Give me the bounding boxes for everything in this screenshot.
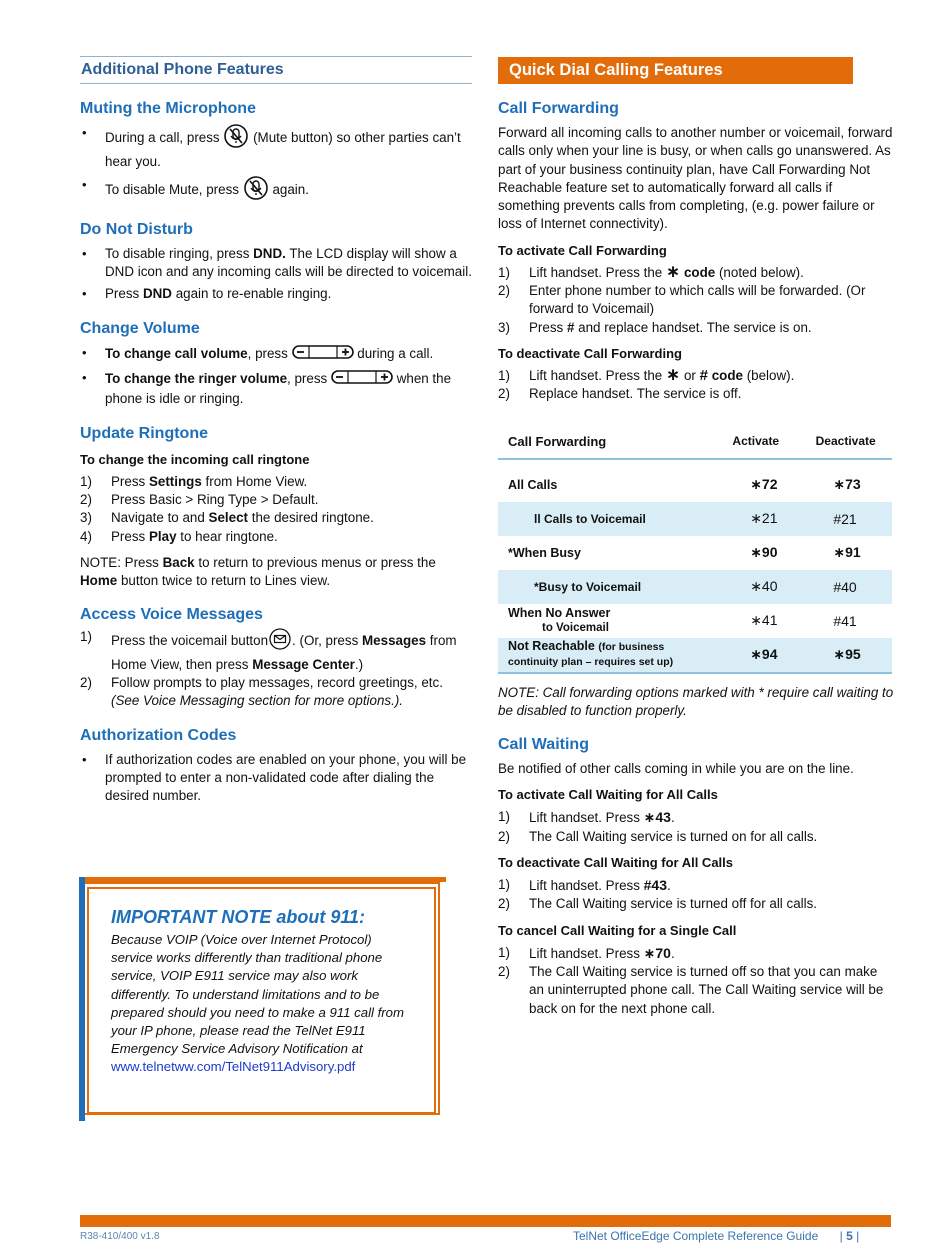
text: .) xyxy=(354,656,364,672)
activate-code: ∗94 xyxy=(712,638,799,673)
list-item xyxy=(80,528,472,546)
dnd-list xyxy=(80,245,472,304)
step-number: 1) xyxy=(498,877,510,893)
hash-key-icon: # xyxy=(699,366,708,384)
key-label: Settings xyxy=(148,473,202,489)
volume-key-icon xyxy=(292,344,354,365)
text: (noted below). xyxy=(718,264,804,280)
list-item xyxy=(80,369,472,409)
feature-line: to Voicemail xyxy=(542,621,609,634)
text: Navigate to and xyxy=(111,510,205,526)
heading-ringtone: Update Ringtone xyxy=(80,424,208,442)
table-row xyxy=(498,536,892,570)
key-label: # xyxy=(566,319,575,335)
activate-forwarding-steps xyxy=(498,261,894,337)
list-item xyxy=(80,124,472,172)
key-label: Back xyxy=(162,554,195,570)
list-item xyxy=(498,261,894,282)
forwarding-intro: Forward all incoming calls to another number or voicemail, forward calls only when your line is busy, or when calls go unanswered. As part of your business continuity plan, have Call Forwarding Not Reachable feature set to automatically forward all calls if something prevents calls from completing, (e.g. power failure or loss of Internet connectivity). xyxy=(498,125,893,232)
key-label: Play xyxy=(148,528,177,544)
subheading-activate-waiting: To activate Call Waiting for All Calls xyxy=(498,787,718,803)
feature-cell xyxy=(498,604,712,638)
key-label: Select xyxy=(208,510,248,526)
step-number: 3) xyxy=(498,319,510,335)
text: , press xyxy=(287,371,328,387)
text: Because VOIP (Voice over Internet Protocol) service works differently than traditional phone service, VOIP E911 service may also work differently. To understand limitations and to be prepared should you need to make a 911 call from your IP phone, please read the TelNet E911 Emergency Service Advisory Notification at xyxy=(111,932,404,1057)
text: again. xyxy=(272,181,309,197)
text: Lift handset. Press xyxy=(529,878,640,894)
text: Press Basic > Ring Type > Default. xyxy=(111,491,319,507)
step-number: 2) xyxy=(498,828,510,844)
text: The Call Waiting service is turned on for all calls. xyxy=(529,828,818,844)
important-911-notice xyxy=(79,877,446,1121)
step-number: 2) xyxy=(80,675,92,691)
step-number: 2) xyxy=(498,386,510,402)
table-spacer xyxy=(498,459,892,468)
deactivate-forwarding-steps xyxy=(498,364,894,404)
text: Press xyxy=(111,473,146,489)
column-header: Activate xyxy=(712,426,799,459)
voice-steps xyxy=(80,628,472,710)
text: . xyxy=(670,810,675,826)
list-item xyxy=(498,282,894,319)
text: from Home View. xyxy=(205,473,308,489)
text: Press xyxy=(111,528,146,544)
text: To disable Mute, press xyxy=(105,181,239,197)
list-item xyxy=(498,319,894,337)
text: Not Reachable xyxy=(508,639,595,654)
text: . xyxy=(670,945,675,961)
activate-code: ∗41 xyxy=(750,612,778,629)
star-key-icon: ∗ xyxy=(665,364,681,384)
text: To change call volume xyxy=(105,345,248,361)
dial-code: ∗43 xyxy=(643,809,671,826)
activate-waiting-steps xyxy=(498,808,894,846)
text: again to re-enable ringing. xyxy=(175,286,332,302)
text: NOTE: Press xyxy=(80,554,159,570)
text: . xyxy=(667,878,671,894)
text: the desired ringtone. xyxy=(251,510,374,526)
activate-code: ∗40 xyxy=(712,570,799,604)
feature-line: continuity plan – requires set up) xyxy=(508,656,674,669)
text: (See Voice Messaging section for more options.). xyxy=(111,693,404,709)
step-number: 1) xyxy=(80,473,92,489)
text: Replace handset. The service is off. xyxy=(529,386,742,402)
text: | xyxy=(839,1229,843,1243)
ringtone-steps xyxy=(80,473,472,546)
auth-list xyxy=(80,751,472,806)
list-item xyxy=(80,344,472,365)
text: | xyxy=(856,1229,860,1243)
text: The Call Waiting service is turned off for all calls. xyxy=(529,896,818,912)
feature-cell: All Calls xyxy=(508,477,558,492)
feature-cell xyxy=(498,638,712,673)
activate-code: ∗72 xyxy=(750,476,778,493)
text: code xyxy=(711,367,743,383)
text: To disable ringing, press xyxy=(105,245,250,261)
deactivate-code: ∗91 xyxy=(833,544,861,561)
muting-list xyxy=(80,124,472,205)
column-header: Call Forwarding xyxy=(498,426,712,459)
step-number: 2) xyxy=(80,491,92,507)
deactivate-code: ∗73 xyxy=(833,476,861,493)
voicemail-icon xyxy=(268,628,292,655)
list-item xyxy=(80,509,472,527)
deactivate-code: #21 xyxy=(799,502,892,536)
list-item xyxy=(498,895,894,913)
list-item xyxy=(498,385,894,403)
guide-name: TelNet OfficeEdge Complete Reference Guide xyxy=(573,1229,819,1243)
step-number: 4) xyxy=(80,528,92,544)
text: Lift handset. Press the xyxy=(529,367,663,383)
table-row xyxy=(498,570,892,604)
call-forwarding-table xyxy=(498,426,892,674)
text: button twice to return to Lines view. xyxy=(120,573,331,589)
step-number: 3) xyxy=(80,510,92,526)
text: or xyxy=(683,367,696,383)
step-number: 1) xyxy=(498,367,510,383)
footer-doc-id: R38-410/400 v1.8 xyxy=(80,1231,160,1242)
star-key-icon: ∗ xyxy=(665,261,681,281)
table-header-row xyxy=(498,426,892,459)
section-header-additional-features: Additional Phone Features xyxy=(80,56,472,84)
text: Press the voicemail button xyxy=(111,633,269,649)
list-item xyxy=(80,628,472,674)
heading-call-forwarding: Call Forwarding xyxy=(498,100,619,117)
list-item xyxy=(80,473,472,491)
volume-list xyxy=(80,344,472,409)
step-number: 1) xyxy=(498,809,510,825)
heading-dnd: Do Not Disturb xyxy=(80,220,193,238)
list-item xyxy=(80,245,472,282)
list-item xyxy=(80,674,472,711)
step-number: 2) xyxy=(498,963,510,979)
list-item: • If authorization codes are enabled on your phone, you will be prompted to enter a non-validated code after dialing the desired number. xyxy=(80,751,472,806)
spacer-cell xyxy=(498,459,892,468)
subheading-cancel-waiting: To cancel Call Waiting for a Single Call xyxy=(498,922,737,938)
mute-icon xyxy=(243,176,269,205)
text: The Call Waiting service is turned off so that you can make an uninterrupted phone call. The Call Waiting service will be back on for the next phone call. xyxy=(529,963,884,1016)
dial-code: #43 xyxy=(643,877,667,894)
waiting-intro: Be notified of other calls coming in while you are on the line. xyxy=(498,761,854,777)
text: and replace handset. The service is on. xyxy=(578,319,812,335)
text: . (Or, press xyxy=(292,633,359,649)
text: Enter phone number to which calls will be forwarded. (Or forward to Voicemail) xyxy=(529,283,866,317)
text: to return to previous menus or press the xyxy=(198,554,436,570)
text: from Home View, then press xyxy=(111,633,457,672)
list-item xyxy=(498,963,894,1018)
activate-code: ∗90 xyxy=(750,544,778,561)
list-item xyxy=(498,828,894,846)
text: to hear ringtone. xyxy=(180,528,278,544)
notice-body xyxy=(111,931,410,1077)
notice-heading: IMPORTANT NOTE about 911: xyxy=(111,907,366,927)
step-number: 2) xyxy=(498,896,510,912)
text: (below). xyxy=(746,367,795,383)
deactivate-code: #41 xyxy=(833,612,857,629)
text: (Mute button) so other parties can’t hear you. xyxy=(105,130,461,170)
text: Follow prompts to play messages, record greetings, etc. xyxy=(111,675,443,691)
text: Lift handset. Press the xyxy=(529,264,663,280)
subheading-deactivate-forwarding: To deactivate Call Forwarding xyxy=(498,345,682,361)
advisory-link[interactable]: www.telnetww.com/TelNet911Advisory.pdf xyxy=(111,1059,356,1075)
dial-code: ∗70 xyxy=(643,944,671,961)
text: , press xyxy=(247,345,288,361)
heading-authorization: Authorization Codes xyxy=(80,726,237,744)
feature-cell: *When Busy xyxy=(508,545,581,560)
section-header-quick-dial: Quick Dial Calling Features xyxy=(498,57,853,84)
volume-key-icon xyxy=(331,369,393,390)
feature-line xyxy=(508,639,702,655)
feature-cell: *Busy to Voicemail xyxy=(498,570,712,604)
text: Lift handset. Press xyxy=(529,945,640,961)
left-column xyxy=(80,56,472,810)
subheading-ringtone: To change the incoming call ringtone xyxy=(80,451,310,467)
footer-bar xyxy=(80,1215,891,1227)
list-item xyxy=(80,285,472,303)
list-item xyxy=(80,176,472,205)
right-column xyxy=(498,56,894,1018)
page-number xyxy=(840,1229,860,1243)
heading-volume: Change Volume xyxy=(80,319,200,337)
step-number: 1) xyxy=(498,944,510,960)
footer-guide-title xyxy=(573,1229,859,1243)
key-label: DND. xyxy=(253,245,286,261)
deactivate-waiting-steps xyxy=(498,876,894,914)
table-row xyxy=(498,502,892,536)
step-number: 1) xyxy=(498,264,510,280)
column-header: Deactivate xyxy=(799,426,892,459)
heading-muting: Muting the Microphone xyxy=(80,100,256,117)
deactivate-code: ∗95 xyxy=(799,638,892,673)
list-item xyxy=(498,876,894,895)
text: during a call. xyxy=(357,345,434,361)
text: 5 xyxy=(846,1229,853,1243)
table-row xyxy=(498,604,892,638)
subheading-deactivate-waiting: To deactivate Call Waiting for All Calls xyxy=(498,855,734,871)
notice-inner-box xyxy=(87,887,436,1114)
list-item xyxy=(80,491,472,509)
key-label: Message Center xyxy=(252,656,355,672)
text: Press xyxy=(529,319,564,335)
key-label: Messages xyxy=(362,633,427,649)
list-item xyxy=(498,364,894,385)
heading-voice-messages: Access Voice Messages xyxy=(80,606,263,624)
heading-call-waiting: Call Waiting xyxy=(498,736,589,754)
text: The LCD display will show a DND icon and any incoming calls will be directed to voicemail. xyxy=(105,245,472,280)
feature-line: When No Answer xyxy=(508,605,611,620)
ringtone-note xyxy=(80,554,472,591)
text: when the phone is idle or ringing. xyxy=(105,371,452,407)
activate-code: ∗21 xyxy=(712,502,799,536)
forwarding-table-note: NOTE: Call forwarding options marked with * require call waiting to be disabled to function properly. xyxy=(498,684,894,718)
text: Lift handset. Press xyxy=(529,810,640,826)
text: (for business xyxy=(598,641,665,654)
table-row xyxy=(498,638,892,673)
step-number: 2) xyxy=(498,283,510,299)
subheading-activate-forwarding: To activate Call Forwarding xyxy=(498,242,667,258)
text: During a call, press xyxy=(105,130,220,146)
table-row xyxy=(498,468,892,502)
list-item xyxy=(498,808,894,827)
mute-icon xyxy=(223,124,249,153)
text: To change the ringer volume xyxy=(105,371,288,387)
list-item xyxy=(498,944,894,963)
step-number: 1) xyxy=(80,629,92,645)
text: Press xyxy=(105,286,140,302)
key-label: Home xyxy=(80,573,118,589)
key-label: DND xyxy=(142,286,172,302)
text: code xyxy=(683,264,716,280)
cancel-waiting-steps xyxy=(498,944,894,1018)
feature-cell: ll Calls to Voicemail xyxy=(498,502,712,536)
deactivate-code: #40 xyxy=(799,570,892,604)
